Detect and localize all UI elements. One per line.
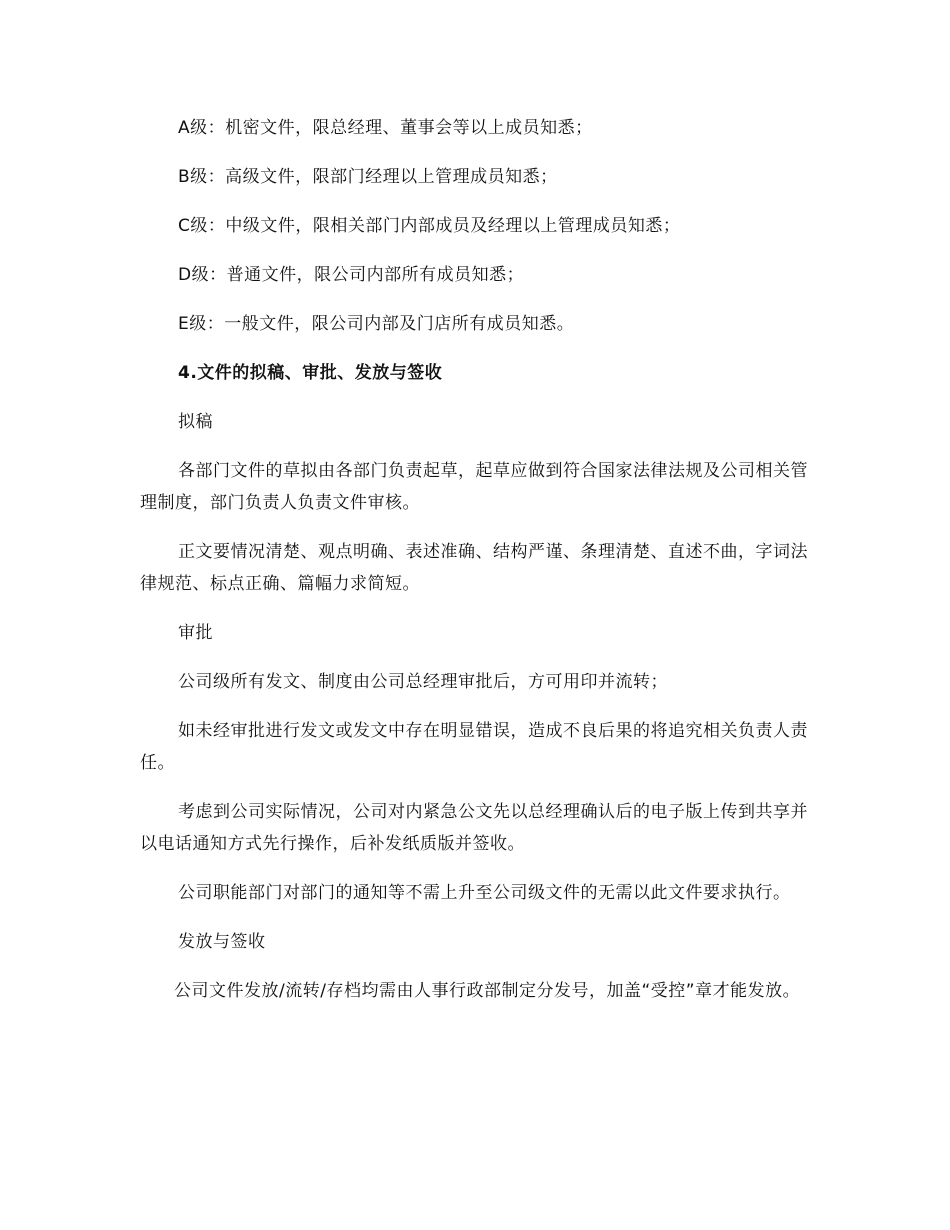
distribution-subheading: 发放与签收: [178, 932, 266, 952]
approval-paragraph-1: 公司级所有发文、制度由公司总经理审批后，方可用印并流转；: [178, 672, 668, 692]
level-e-line: E级：一般文件，限公司内部及门店所有成员知悉。: [178, 314, 575, 334]
approval-subheading: 审批: [178, 623, 213, 643]
drafting-paragraph-1: 各部门文件的草拟由各部门负责起草，起草应做到符合国家法律法规及公司相关管理制度，部门负责人负责文件审核。: [140, 461, 808, 513]
drafting-subheading: 拟稿: [178, 412, 213, 432]
level-d-line: D级：普通文件，限公司内部所有成员知悉；: [178, 265, 525, 285]
level-b-line: B级：高级文件，限部门经理以上管理成员知悉；: [178, 167, 558, 187]
distribution-paragraph-1: 公司文件发放/流转/存档均需由人事行政部制定分发号，加盖“受控”章才能发放。: [174, 981, 801, 1001]
approval-paragraph-2: 如未经审批进行发文或发文中存在明显错误，造成不良后果的将追究相关负责人责任。: [140, 721, 808, 773]
document-body: [140, 112, 814, 1007]
approval-paragraph-3: 考虑到公司实际情况，公司对内紧急公文先以总经理确认后的电子版上传到共享并以电话通知方式先行操作，后补发纸质版并签收。: [140, 802, 808, 854]
level-a-line: A级：机密文件，限总经理、董事会等以上成员知悉；: [178, 118, 593, 138]
approval-paragraph-4: 公司职能部门对部门的通知等不需上升至公司级文件的无需以此文件要求执行。: [178, 883, 791, 903]
drafting-paragraph-2: 正文要情况清楚、观点明确、表述准确、结构严谨、条理清楚、直述不曲，字词法律规范、标点正确、篇幅力求简短。: [140, 542, 808, 594]
section-heading: 4.文件的拟稿、审批、发放与签收: [178, 363, 443, 383]
level-c-line: C级：中级文件，限相关部门内部成员及经理以上管理成员知悉；: [178, 216, 681, 236]
